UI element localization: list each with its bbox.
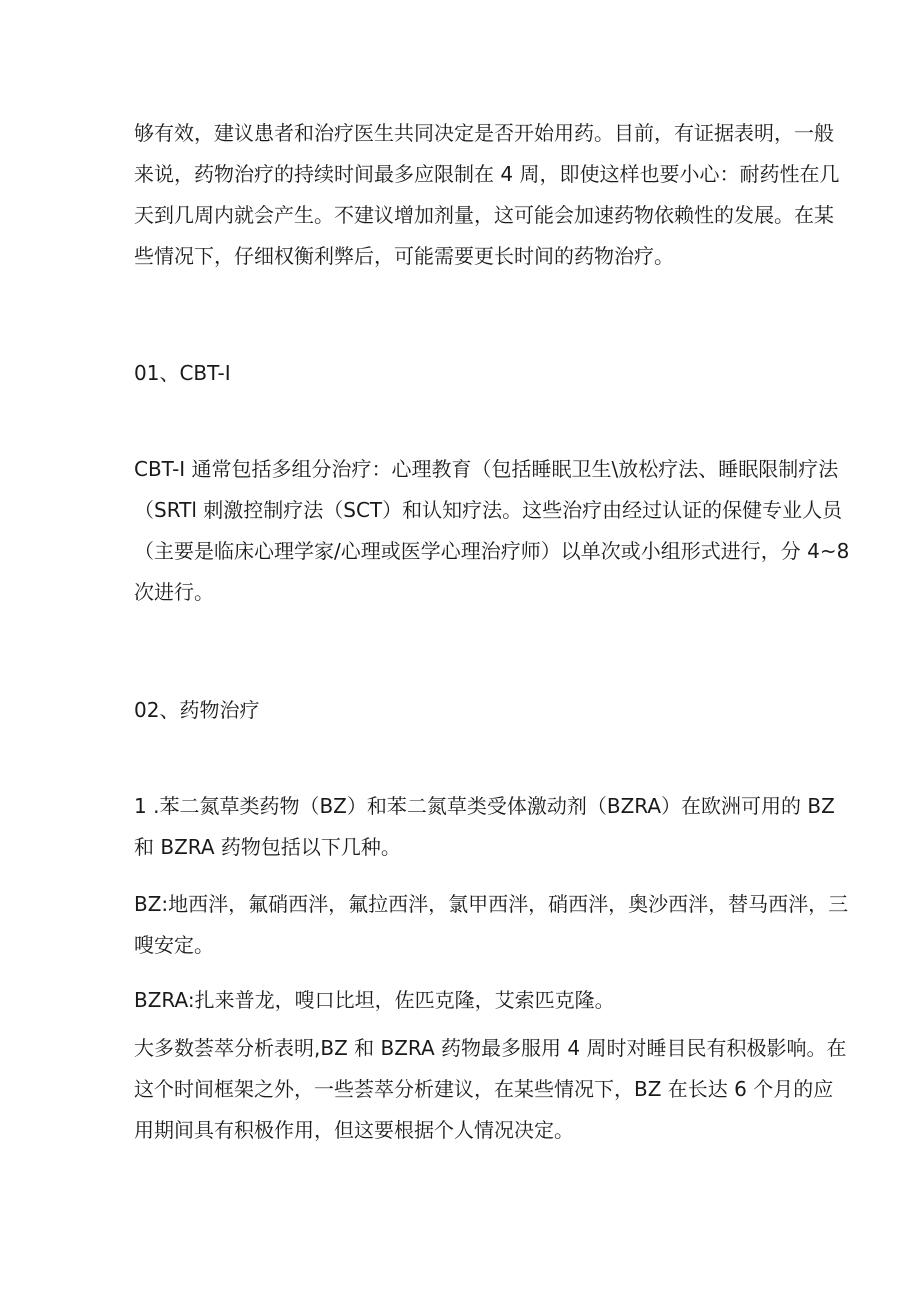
section-01-heading: 01、CBT-I [134, 361, 231, 385]
paragraph-line: （SRTl 刺激控制疗法（SCT）和认知疗法。这些治疗由经过认证的保健专业人员 [134, 498, 843, 522]
paragraph-line: 些情况下，仔细权衡利弊后，可能需要更长时间的药物治疗。 [134, 244, 674, 268]
paragraph-item-1 [134, 786, 835, 868]
section-02-heading: 02、药物治疗 [134, 698, 260, 722]
paragraph-line: （主要是临床心理学家/心理或医学心理治疗师）以单次或小组形式进行，分 4~8 [134, 539, 850, 563]
paragraph-line: 来说，药物治疗的持续时间最多应限制在 4 周，即使这样也要小心：耐药性在几 [134, 162, 840, 186]
paragraph-line: BZ:地西泮，氟硝西泮，氟拉西泮，氯甲西泮，硝西泮，奥沙西泮，替马西泮，三 [134, 892, 849, 916]
paragraph-bzra-list [134, 980, 794, 1021]
paragraph-line: 天到几周内就会产生。不建议增加剂量，这可能会加速药物依赖性的发展。在某 [134, 203, 834, 227]
paragraph-cbt-i [134, 449, 850, 613]
paragraph-line: 够有效，建议患者和治疗医生共同决定是否开始用药。目前，有证据表明，一般 [134, 121, 834, 145]
paragraph-line: BZRA:扎来普龙，嗖口比坦，佐匹克隆，艾索匹克隆。 [134, 988, 615, 1012]
paragraph-line: 次进行。 [134, 580, 214, 604]
paragraph-line: 嗖安定。 [134, 933, 214, 957]
paragraph-line: 用期间具有积极作用，但这要根据个人情况决定。 [134, 1118, 574, 1142]
paragraph-line: 这个时间框架之外，一些荟萃分析建议，在某些情况下，BZ 在长达 6 个月的应 [134, 1077, 834, 1101]
paragraph-bz-list [134, 884, 849, 966]
paragraph-meta-analysis [134, 1028, 847, 1151]
paragraph-line: CBT-I 通常包括多组分治疗：心理教育（包括睡眠卫生\放松疗法、睡眠限制疗法 [134, 457, 839, 481]
paragraph-line: 1 .苯二氮草类药物（BZ）和苯二氮草类受体激动剂（BZRA）在欧洲可用的 BZ [134, 794, 835, 818]
paragraph-line: 和 BZRA 药物包括以下几种。 [134, 835, 401, 859]
paragraph-line: 大多数荟萃分析表明,BZ 和 BZRA 药物最多服用 4 周时对睡目民有积极影响。在 [134, 1036, 847, 1060]
paragraph-intro [134, 113, 840, 277]
